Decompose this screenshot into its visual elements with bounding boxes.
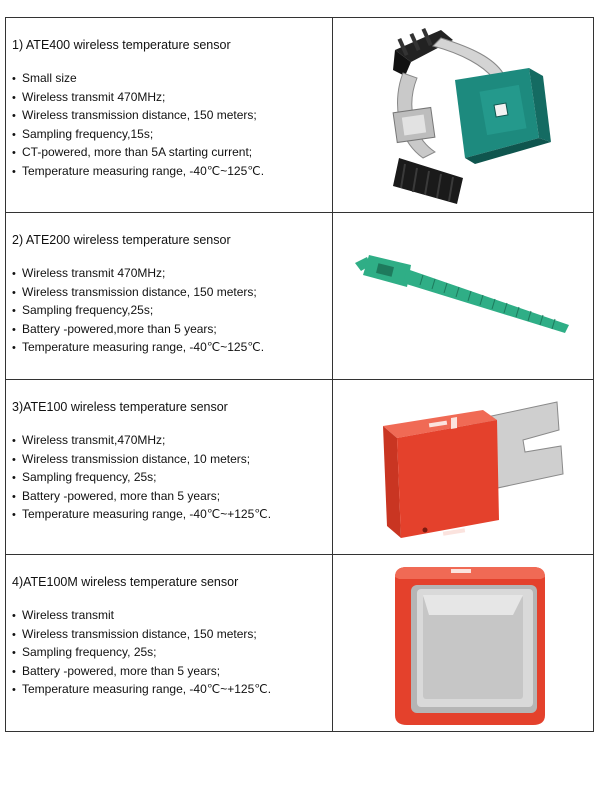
feature-item: • Wireless transmission distance, 10 meters; (12, 451, 271, 470)
product-title: 4)ATE100M wireless temperature sensor (12, 575, 239, 589)
product-description-cell (6, 555, 333, 732)
product-title: 3)ATE100 wireless temperature sensor (12, 400, 228, 414)
product-title: 1) ATE400 wireless temperature sensor (12, 38, 231, 52)
product-image-cell (333, 213, 594, 380)
feature-item: • Battery -powered, more than 5 years; (12, 488, 271, 507)
ate100-red-sensor-icon (333, 380, 593, 554)
feature-list (12, 607, 271, 700)
feature-item: • Sampling frequency,25s; (12, 302, 264, 321)
feature-list (12, 265, 264, 358)
feature-item: • Battery -powered, more than 5 years; (12, 663, 271, 682)
product-description-cell (6, 380, 333, 555)
feature-list (12, 432, 271, 525)
feature-item: • Temperature measuring range, -40℃~125℃. (12, 163, 264, 182)
feature-item: • Wireless transmit,470MHz; (12, 432, 271, 451)
feature-item: • Temperature measuring range, -40℃~125℃. (12, 339, 264, 358)
ate400-clamp-sensor-icon (333, 18, 593, 212)
product-description-cell (6, 18, 333, 213)
feature-item: • Wireless transmission distance, 150 meters; (12, 107, 264, 126)
product-image-cell (333, 18, 594, 213)
feature-item: • Small size (12, 70, 264, 89)
product-row-ate200 (6, 213, 594, 380)
product-table (5, 17, 594, 732)
feature-item: • Wireless transmit 470MHz; (12, 265, 264, 284)
ate100m-magnetic-sensor-icon (333, 555, 593, 731)
product-image-cell (333, 380, 594, 555)
feature-item: • Temperature measuring range, -40℃~+125℃. (12, 681, 271, 700)
feature-item: • Sampling frequency, 25s; (12, 469, 271, 488)
feature-item: • CT-powered, more than 5A starting current; (12, 144, 264, 163)
feature-item: • Sampling frequency,15s; (12, 126, 264, 145)
feature-item: • Wireless transmit (12, 607, 271, 626)
feature-list (12, 70, 264, 181)
product-image-cell (333, 555, 594, 732)
feature-item: • Sampling frequency, 25s; (12, 644, 271, 663)
product-title: 2) ATE200 wireless temperature sensor (12, 233, 231, 247)
feature-item: • Battery -powered,more than 5 years; (12, 321, 264, 340)
feature-item: • Temperature measuring range, -40℃~+125℃. (12, 506, 271, 525)
ate200-strap-sensor-icon (333, 213, 593, 379)
feature-item: • Wireless transmit 470MHz; (12, 89, 264, 108)
product-row-ate400 (6, 18, 594, 213)
product-row-ate100 (6, 380, 594, 555)
feature-item: • Wireless transmission distance, 150 meters; (12, 284, 264, 303)
product-row-ate100m (6, 555, 594, 732)
feature-item: • Wireless transmission distance, 150 meters; (12, 626, 271, 645)
product-description-cell (6, 213, 333, 380)
